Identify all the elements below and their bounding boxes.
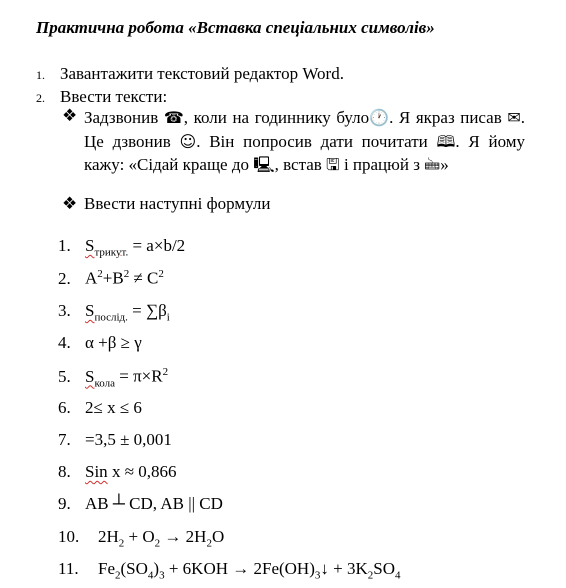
envelope-icon: ✉ xyxy=(507,108,521,127)
formula-8: 8. Sin x ≈ 0,866 xyxy=(58,462,177,481)
step-text: Ввести тексти: xyxy=(60,87,168,106)
smiley-icon: ☺ xyxy=(179,131,197,151)
book-icon: 🕮 xyxy=(436,131,456,151)
formula-5: 5. $S_{кола} = \pi\times R^2$ xyxy=(58,366,169,390)
computer-icon: 🖳 xyxy=(253,155,275,174)
formula-11: 11. $Fe_2(SO_4)_3 + 6KOH$ → $2Fe(OH)_3↓ + 3K_2SO_4$ xyxy=(58,559,401,582)
bullet-mark-2: ❖ xyxy=(62,194,78,213)
bullet-formulas xyxy=(62,194,270,214)
bullet-text: Ввести наступні формули xyxy=(84,194,271,213)
keyboard-icon: 🖮 xyxy=(424,155,441,174)
phone-icon: ☎ xyxy=(163,108,184,127)
formula-1: 1. $S_{трикут.} = a\times b/2$ xyxy=(58,236,186,259)
formula-4: 4. α +β ≥ γ xyxy=(58,333,142,352)
step-text: Завантажити текстовий редактор Word. xyxy=(60,64,344,83)
formula-10: 10. $2H_2 + O_2 \to 2H_2O$ xyxy=(58,527,225,550)
floppy-disk-icon: 🖫 xyxy=(326,155,340,174)
step-2 xyxy=(36,87,167,107)
formula-6: 6. 2≤ x ≤ 6 xyxy=(58,398,142,417)
step-number: 2. xyxy=(36,91,45,105)
step-1 xyxy=(36,64,344,84)
document-title: Практична робота «Вставка спеціальних символів» xyxy=(36,18,435,37)
text-paragraph: Задзвонив ☎, коли на годиннику було🕐. Я якраз писав ✉. Це дзвонив ☺. Він попросив дати почитати 🕮. Я йому кажу: «Сідай краще до 🖳, встав 🖫 і працюй з 🖮» xyxy=(84,106,525,177)
formula-3: 3. $S_{послід.} = \sum\beta_i$ xyxy=(58,301,170,324)
formula-9: 9. AB ┴ CD, AB || CD xyxy=(58,494,223,513)
step-number: 1. xyxy=(36,68,45,82)
clock-icon: 🕐 xyxy=(369,108,390,127)
formula-7: 7. =3,5 ± 0,001 xyxy=(58,430,172,449)
formula-2: 2. $A^2+B^2 \ne C^2$ xyxy=(58,268,164,288)
